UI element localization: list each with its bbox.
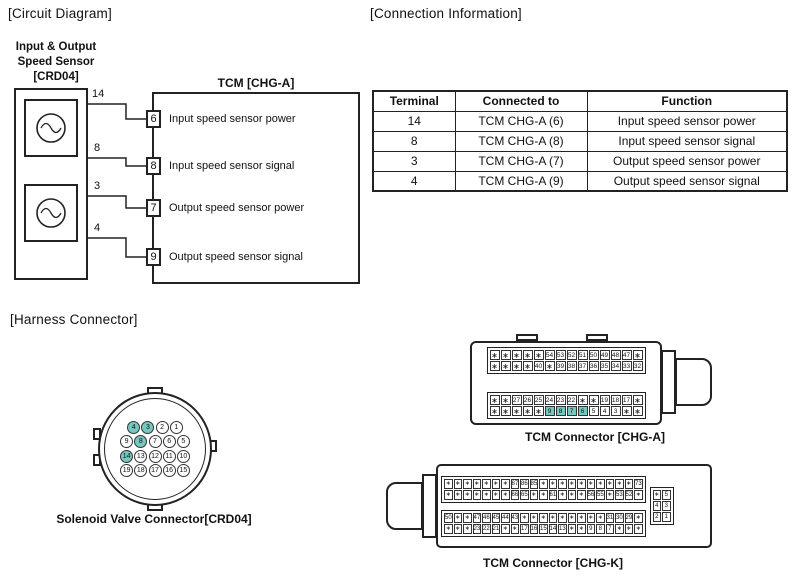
- tcm-pin-6-function: Input speed sensor power: [169, 113, 296, 125]
- pin-49: 49: [600, 352, 609, 359]
- chgk-pin-block-lower: [441, 510, 646, 537]
- pin-4: 4: [127, 421, 140, 434]
- pin-7: 7: [149, 435, 162, 448]
- connector-bracket: [422, 474, 437, 538]
- pin-unused: ∗: [524, 351, 531, 360]
- pin-8: 8: [134, 435, 147, 448]
- pin-2: 2: [653, 512, 662, 522]
- pin-22: 22: [483, 525, 490, 532]
- pin-18: 18: [134, 464, 147, 477]
- pin-unused: ∗: [546, 362, 553, 371]
- tcm-pin-9-number: 9: [146, 248, 161, 266]
- pin-unused: ∗: [540, 480, 546, 487]
- pin-row: [652, 490, 671, 501]
- pin-unused: ∗: [491, 407, 498, 416]
- pin-unused: ∗: [635, 525, 641, 532]
- pin-row: [105, 421, 205, 435]
- chgk-side-pin-grid: [650, 487, 674, 525]
- pin-55: 55: [597, 491, 604, 498]
- pin-unused: ∗: [588, 514, 594, 521]
- chga-connector-label: TCM Connector [CHG-A]: [525, 430, 665, 444]
- cell-terminal: 4: [373, 171, 455, 191]
- pin-5: 5: [662, 490, 671, 500]
- pin-unused: ∗: [578, 525, 584, 532]
- pin-unused: ∗: [464, 480, 470, 487]
- pin-38: 38: [567, 363, 576, 370]
- tcm-pin-7-number: 7: [146, 199, 161, 217]
- tcm-pin-9-function: Output speed sensor signal: [169, 251, 303, 263]
- pin-unused: ∗: [524, 362, 531, 371]
- pin-unused: ∗: [635, 514, 641, 521]
- pin-unused: ∗: [623, 407, 630, 416]
- pin-unused: ∗: [616, 480, 622, 487]
- pin-52: 52: [625, 491, 633, 498]
- pin-unused: ∗: [502, 396, 509, 405]
- pin-34: 34: [611, 363, 620, 370]
- pin-24: 24: [545, 397, 554, 404]
- input-speed-sensor-symbol: [24, 99, 78, 157]
- pin-unused: ∗: [445, 491, 451, 498]
- pin-7: 7: [567, 406, 577, 416]
- pin-unused: ∗: [569, 491, 575, 498]
- tcm-box-label: TCM [CHG-A]: [217, 76, 295, 90]
- pin-unused: ∗: [535, 407, 542, 416]
- pin-unused: ∗: [607, 491, 613, 498]
- pin-unused: ∗: [569, 514, 575, 521]
- pin-unused: ∗: [502, 362, 509, 371]
- pin-44: 44: [502, 514, 509, 521]
- pin-unused: ∗: [578, 480, 584, 487]
- pin-row: [105, 449, 205, 463]
- pin-unused: ∗: [531, 514, 537, 521]
- pin-12: 12: [149, 450, 162, 463]
- pin-row: [489, 406, 643, 417]
- pin-36: 36: [589, 363, 598, 370]
- pin-unused: ∗: [634, 351, 641, 360]
- pin-21: 21: [492, 525, 500, 532]
- pin-unused: ∗: [550, 480, 556, 487]
- crd04-pin-grid: [104, 398, 206, 500]
- pin-unused: ∗: [559, 480, 565, 487]
- table-row: [373, 171, 787, 191]
- pin-29: 29: [625, 514, 633, 521]
- chgk-connector: [386, 460, 720, 552]
- pin-8: 8: [556, 406, 566, 416]
- pin-unused: ∗: [579, 396, 586, 405]
- pin-5: 5: [177, 435, 190, 448]
- crd04-connector: [98, 392, 212, 506]
- pin-39: 39: [556, 363, 565, 370]
- pin-11: 11: [163, 450, 176, 463]
- pin-row: [489, 361, 643, 372]
- pin-row: [105, 463, 205, 477]
- pin-52: 52: [567, 352, 576, 359]
- pin-row: [652, 512, 671, 523]
- cell-connected-to: TCM CHG-A (8): [455, 131, 587, 151]
- pin-row: [489, 350, 643, 361]
- pin-15: 15: [177, 464, 190, 477]
- pin-unused: ∗: [607, 480, 613, 487]
- pin-15: 15: [540, 525, 547, 532]
- pin-unused: ∗: [634, 407, 641, 416]
- cell-terminal: 3: [373, 151, 455, 171]
- pin-unused: ∗: [635, 491, 641, 498]
- table-row: [373, 131, 787, 151]
- table-row: [373, 151, 787, 171]
- pin-16: 16: [163, 464, 176, 477]
- pin-4: 4: [653, 501, 662, 511]
- table-row: [373, 111, 787, 131]
- pin-unused: ∗: [464, 491, 470, 498]
- cell-terminal: 14: [373, 111, 455, 131]
- pin-5: 5: [589, 406, 599, 416]
- pin-unused: ∗: [569, 525, 575, 532]
- pin-unused: ∗: [513, 407, 520, 416]
- pin-9: 9: [545, 406, 555, 416]
- pin-9: 9: [587, 524, 596, 534]
- pin-45: 45: [492, 514, 500, 521]
- tcm-pin-6-number: 6: [146, 110, 161, 128]
- pin-unused: ∗: [493, 480, 499, 487]
- cell-connected-to: TCM CHG-A (9): [455, 171, 587, 191]
- pin-unused: ∗: [535, 351, 542, 360]
- connector-tab: [586, 334, 608, 341]
- pin-unused: ∗: [464, 514, 470, 521]
- pin-unused: ∗: [464, 525, 470, 532]
- pin-23: 23: [556, 397, 565, 404]
- cell-function: Input speed sensor signal: [587, 131, 787, 151]
- pin-unused: ∗: [626, 480, 632, 487]
- pin-2: 2: [156, 421, 169, 434]
- pin-13: 13: [134, 450, 147, 463]
- wire-terminal-4: 4: [94, 222, 101, 234]
- tcm-pin-8: [146, 157, 294, 175]
- wire-terminal-14: 14: [92, 88, 105, 100]
- pin-47: 47: [473, 514, 481, 521]
- pin-unused: ∗: [559, 491, 565, 498]
- pin-22: 22: [567, 397, 576, 404]
- pin-65: 65: [521, 491, 528, 498]
- pin-row: [444, 489, 644, 500]
- pin-6: 6: [578, 406, 588, 416]
- pin-50: 50: [445, 514, 452, 521]
- connector-tab: [516, 334, 538, 341]
- pin-17: 17: [149, 464, 162, 477]
- pin-row: [444, 478, 644, 489]
- pin-unused: ∗: [502, 480, 508, 487]
- pin-unused: ∗: [455, 480, 461, 487]
- pin-26: 26: [523, 397, 532, 404]
- tcm-pin-8-number: 8: [146, 157, 161, 175]
- tcm-pin-7-function: Output speed sensor power: [169, 202, 305, 214]
- pin-9: 9: [120, 435, 133, 448]
- sensor-label-line1: Input & Output: [15, 41, 97, 53]
- col-function: Function: [587, 91, 787, 111]
- tcm-pin-8-function: Input speed sensor signal: [169, 160, 295, 172]
- pin-unused: ∗: [483, 480, 489, 487]
- pin-unused: ∗: [597, 480, 603, 487]
- pin-19: 19: [120, 464, 133, 477]
- pin-86: 86: [521, 480, 528, 487]
- pin-unused: ∗: [474, 491, 480, 498]
- output-speed-sensor-symbol: [24, 184, 78, 242]
- pin-56: 56: [587, 491, 595, 498]
- pin-33: 33: [622, 363, 631, 370]
- pin-unused: ∗: [502, 491, 508, 498]
- wire-terminal-3: 3: [94, 180, 101, 192]
- pin-8: 8: [596, 524, 605, 534]
- pin-unused: ∗: [513, 351, 520, 360]
- pin-unused: ∗: [590, 396, 597, 405]
- pin-unused: ∗: [626, 525, 632, 532]
- chga-pin-block-upper: [487, 347, 646, 374]
- pin-25: 25: [534, 397, 543, 404]
- circuit-diagram-heading: [Circuit Diagram]: [8, 6, 112, 21]
- pin-16: 16: [530, 525, 538, 532]
- pin-row: [489, 395, 643, 406]
- pin-18: 18: [611, 397, 620, 404]
- pin-unused: ∗: [521, 514, 527, 521]
- pin-unused: ∗: [491, 396, 498, 405]
- tcm-pin-9: [146, 248, 303, 266]
- chgk-body: [436, 464, 712, 548]
- connector-bracket: [661, 350, 676, 414]
- pin-54: 54: [545, 352, 554, 359]
- connector-bracket: [675, 358, 712, 406]
- pin-4: 4: [600, 406, 610, 416]
- pin-unused: ∗: [634, 396, 641, 405]
- pin-7: 7: [606, 524, 615, 534]
- pin-unused: ∗: [493, 491, 499, 498]
- col-connected-to: Connected to: [455, 91, 587, 111]
- pin-17: 17: [521, 525, 528, 532]
- speed-sensor-icon: [26, 101, 76, 155]
- pin-53: 53: [556, 352, 565, 359]
- pin-unused: ∗: [445, 480, 451, 487]
- pin-47: 47: [622, 352, 631, 359]
- pin-46: 46: [483, 514, 490, 521]
- crd04-connector-label: Solenoid Valve Connector[CRD04]: [56, 512, 252, 526]
- chga-connector: [470, 334, 720, 432]
- pin-37: 37: [578, 363, 587, 370]
- connection-information-heading: [Connection Information]: [370, 6, 522, 21]
- harness-connector-heading: [Harness Connector]: [10, 312, 138, 327]
- wire-terminal-8: 8: [94, 142, 101, 154]
- pin-27: 27: [512, 397, 521, 404]
- connector-bracket: [386, 482, 423, 530]
- pin-31: 31: [606, 514, 614, 521]
- chgk-connector-label: TCM Connector [CHG-K]: [483, 556, 623, 570]
- pin-6: 6: [163, 435, 176, 448]
- pin-unused: ∗: [513, 362, 520, 371]
- pin-3: 3: [662, 501, 671, 511]
- pin-unused: ∗: [455, 525, 461, 532]
- pin-66: 66: [511, 491, 519, 498]
- pin-43: 43: [511, 514, 519, 521]
- pin-unused: ∗: [578, 514, 584, 521]
- pin-13: 13: [559, 525, 566, 532]
- chga-body: [470, 341, 662, 425]
- pin-unused: ∗: [445, 525, 451, 532]
- tcm-pin-6: [146, 110, 296, 128]
- cell-terminal: 8: [373, 131, 455, 151]
- sensor-label-line2: Speed Sensor: [17, 55, 95, 68]
- pin-row: [652, 501, 671, 512]
- pin-30: 30: [616, 514, 623, 521]
- pin-48: 48: [611, 352, 620, 359]
- pin-unused: ∗: [578, 491, 584, 498]
- pin-61: 61: [549, 491, 557, 498]
- pin-73: 73: [635, 480, 642, 487]
- pin-row: [444, 512, 644, 523]
- pin-51: 51: [578, 352, 587, 359]
- pin-unused: ∗: [559, 514, 565, 521]
- pin-53: 53: [616, 491, 623, 498]
- pin-85: 85: [530, 480, 538, 487]
- pin-unused: ∗: [588, 480, 594, 487]
- pin-40: 40: [534, 363, 543, 370]
- sensor-label-line3: [CRD04]: [33, 70, 79, 83]
- pin-unused: ∗: [455, 514, 461, 521]
- pin-unused: ∗: [491, 362, 498, 371]
- speed-sensor-icon: [26, 186, 76, 240]
- pin-19: 19: [600, 397, 609, 404]
- pin-unused: ∗: [455, 491, 461, 498]
- pin-unused: ∗: [597, 514, 603, 521]
- sensor-label: [2, 40, 110, 85]
- pin-row: [105, 435, 205, 449]
- pin-unused: ∗: [502, 525, 508, 532]
- pin-unused: ∗: [540, 514, 546, 521]
- cell-function: Output speed sensor power: [587, 151, 787, 171]
- pin-unused: ∗: [502, 351, 509, 360]
- pin-3: 3: [611, 406, 621, 416]
- cell-connected-to: TCM CHG-A (7): [455, 151, 587, 171]
- pin-32: 32: [633, 363, 642, 370]
- pin-unused: ∗: [524, 407, 531, 416]
- pin-unused: ∗: [569, 480, 575, 487]
- cell-function: Input speed sensor power: [587, 111, 787, 131]
- pin-35: 35: [600, 363, 609, 370]
- pin-1: 1: [662, 512, 671, 522]
- pin-50: 50: [589, 352, 598, 359]
- pin-23: 23: [473, 525, 481, 532]
- pin-17: 17: [622, 397, 631, 404]
- table-header-row: [373, 91, 787, 111]
- pin-1: 1: [170, 421, 183, 434]
- pin-unused: ∗: [531, 491, 537, 498]
- chgk-pin-blocks: [441, 476, 646, 537]
- pin-unused: ∗: [654, 492, 660, 498]
- pin-10: 10: [177, 450, 190, 463]
- chgk-pin-block-upper: [441, 476, 646, 503]
- pin-14: 14: [549, 525, 557, 532]
- pin-unused: ∗: [474, 480, 480, 487]
- col-terminal: Terminal: [373, 91, 455, 111]
- pin-unused: ∗: [550, 514, 556, 521]
- chga-pin-block-lower: [487, 392, 646, 419]
- pin-14: 14: [120, 450, 133, 463]
- pin-unused: ∗: [491, 351, 498, 360]
- pin-87: 87: [511, 480, 519, 487]
- cell-connected-to: TCM CHG-A (6): [455, 111, 587, 131]
- connection-table: [372, 90, 788, 192]
- cell-function: Output speed sensor signal: [587, 171, 787, 191]
- tcm-pin-7: [146, 199, 304, 217]
- pin-unused: ∗: [502, 407, 509, 416]
- pin-row: [444, 523, 644, 534]
- pin-unused: ∗: [483, 491, 489, 498]
- pin-unused: ∗: [512, 525, 518, 532]
- pin-3: 3: [141, 421, 154, 434]
- pin-unused: ∗: [616, 525, 622, 532]
- pin-unused: ∗: [540, 491, 546, 498]
